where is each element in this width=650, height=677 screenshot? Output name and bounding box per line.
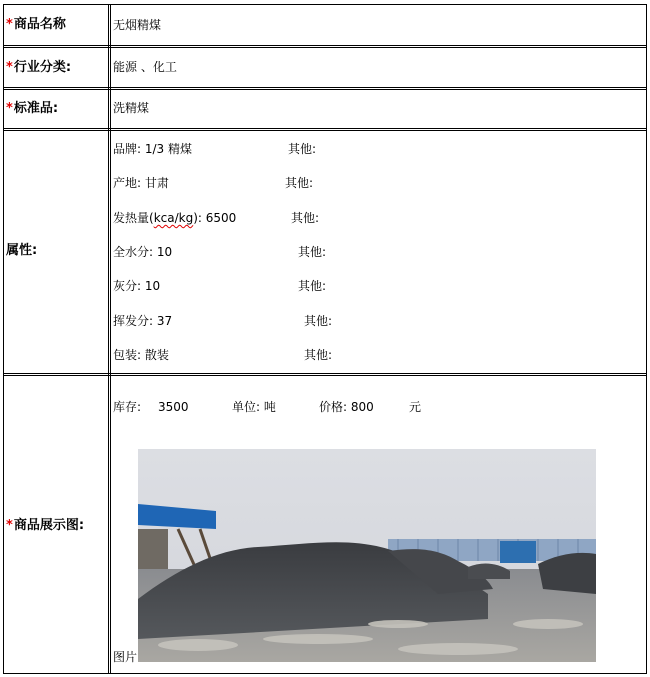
stock-label: 库存: — [113, 400, 142, 414]
row-divider — [3, 45, 647, 48]
row-divider — [3, 373, 647, 376]
attr-origin-other: 其他: — [285, 176, 314, 190]
standard-label: *标准品: — [6, 101, 59, 116]
attr-ash: 灰分: 10 — [113, 279, 161, 293]
attr-origin: 产地: 甘肃 — [113, 176, 169, 190]
attr-calorific: 发热量(kca/kg): 6500 — [113, 211, 237, 225]
unit-label: 单位: 吨 — [232, 400, 276, 414]
currency-label: 元 — [409, 400, 422, 414]
coal-yard-image — [138, 449, 596, 662]
attr-brand: 品牌: 1/3 精煤 — [113, 142, 192, 156]
product-name-label: *商品名称 — [6, 17, 66, 32]
attr-brand-other: 其他: — [288, 142, 317, 156]
table-border-top — [3, 4, 647, 5]
table-border-bottom — [3, 673, 647, 674]
spellcheck-underline: kca/kg — [153, 211, 194, 225]
required-marker: * — [6, 60, 13, 75]
stock-value: 3500 — [158, 400, 189, 414]
attributes-label: 属性: — [6, 243, 38, 258]
row-divider — [3, 87, 647, 90]
attr-volatile-other: 其他: — [304, 314, 333, 328]
attr-packaging: 包装: 散装 — [113, 348, 169, 362]
product-form — [3, 4, 647, 674]
product-name-value: 无烟精煤 — [113, 18, 162, 32]
attr-calorific-other: 其他: — [291, 211, 320, 225]
attr-ash-other: 其他: — [298, 279, 327, 293]
required-marker: * — [6, 17, 13, 32]
table-border-right — [646, 4, 647, 674]
attr-packaging-other: 其他: — [304, 348, 333, 362]
attr-moisture-other: 其他: — [298, 245, 327, 259]
display-image-label: *商品展示图: — [6, 518, 85, 533]
attr-moisture: 全水分: 10 — [113, 245, 173, 259]
picture-label: 图片 — [113, 650, 138, 664]
attr-volatile: 挥发分: 37 — [113, 314, 173, 328]
required-marker: * — [6, 518, 13, 533]
column-divider — [108, 4, 111, 674]
required-marker: * — [6, 101, 13, 116]
industry-value: 能源 、化工 — [113, 60, 177, 74]
price-label: 价格: 800 — [319, 400, 374, 414]
industry-label: *行业分类: — [6, 60, 72, 75]
row-divider — [3, 128, 647, 131]
table-border-left — [3, 4, 4, 674]
coal-pile-photo — [138, 449, 596, 662]
standard-value: 洗精煤 — [113, 101, 150, 115]
